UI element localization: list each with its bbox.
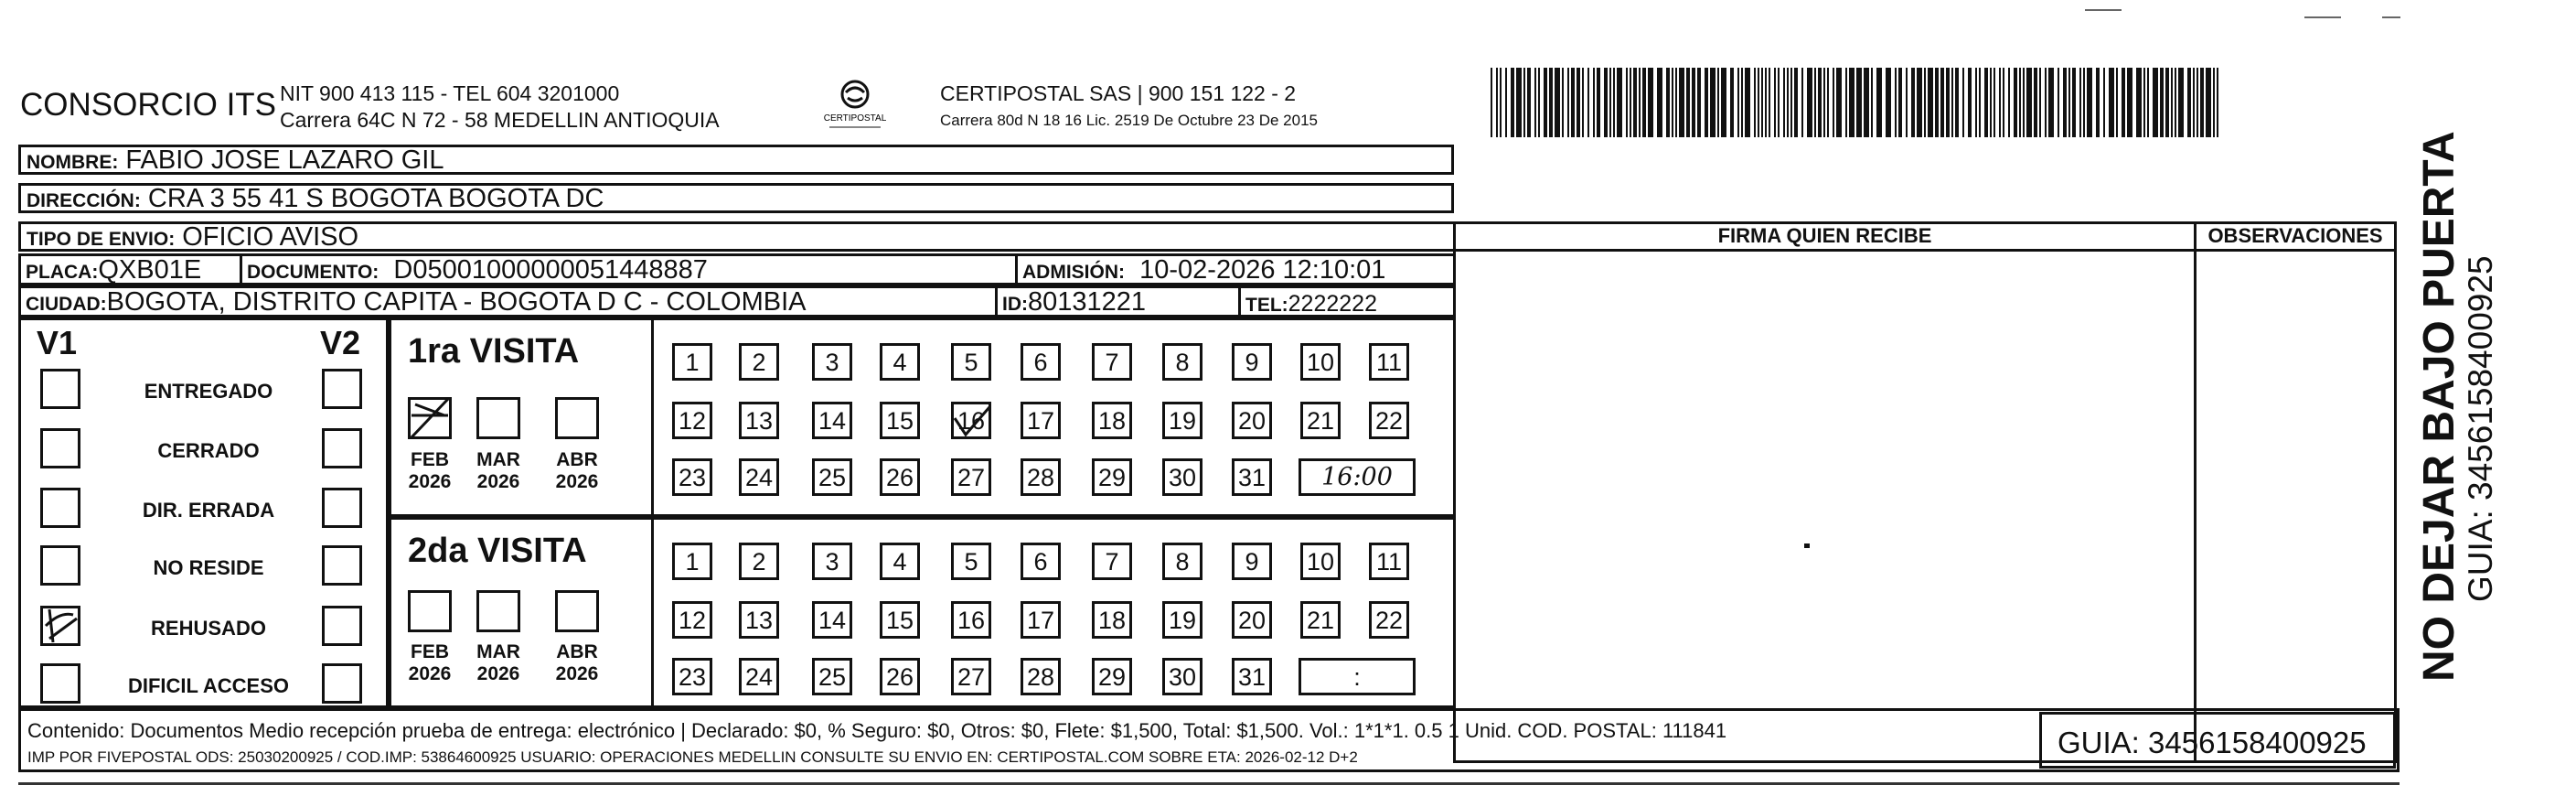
placa-cell	[26, 257, 201, 285]
day-box[interactable]: 6	[1021, 343, 1061, 381]
day-box[interactable]: 3	[812, 543, 852, 580]
scan-mark	[2085, 9, 2122, 11]
day-box[interactable]: 22	[1369, 601, 1409, 639]
bottom-rule	[18, 782, 2400, 785]
placa-value: QXB01E	[98, 255, 202, 285]
nombre-row	[18, 145, 1454, 175]
day-box[interactable]: 26	[880, 658, 920, 695]
day-box[interactable]: 14	[812, 601, 852, 639]
day-box[interactable]: 24	[739, 458, 779, 496]
day-box[interactable]: 27	[951, 458, 991, 496]
divider	[240, 253, 242, 285]
day-box[interactable]: 29	[1092, 458, 1132, 496]
day-box[interactable]: 10	[1300, 343, 1341, 381]
day-box[interactable]: 4	[880, 343, 920, 381]
direccion-value: CRA 3 55 41 S BOGOTA BOGOTA DC	[147, 184, 604, 213]
company-nit: NIT 900 413 115 - TEL 604 3201000	[280, 81, 620, 105]
v1-checkbox[interactable]	[40, 545, 80, 586]
id-value: 80131221	[1028, 287, 1147, 317]
direccion-label: DIRECCIÓN:	[27, 190, 141, 211]
id-cell	[1002, 289, 1146, 317]
direccion-row	[18, 183, 1454, 213]
v2-header: V2	[320, 324, 361, 361]
day-box[interactable]: 31	[1232, 658, 1272, 695]
day-box[interactable]: 4	[880, 543, 920, 580]
observaciones-box	[2194, 221, 2397, 763]
visit-title: 1ra VISITA	[408, 332, 580, 371]
day-box[interactable]: 20	[1232, 402, 1272, 439]
month-label: FEB 2026	[408, 449, 452, 492]
day-box[interactable]: 5	[951, 343, 991, 381]
day-box[interactable]: 21	[1300, 402, 1341, 439]
day-box[interactable]: 20	[1232, 601, 1272, 639]
documento-value: D05001000000051448887	[393, 255, 708, 285]
day-box[interactable]: 9	[1232, 343, 1272, 381]
day-box[interactable]: 15	[880, 601, 920, 639]
ciudad-value: BOGOTA, DISTRITO CAPITA - BOGOTA D C - COLOMBIA	[106, 287, 807, 317]
day-box[interactable]: 10	[1300, 543, 1341, 580]
v1-checkbox[interactable]	[40, 369, 80, 409]
month-label: MAR 2026	[476, 641, 520, 684]
day-box[interactable]: 3	[812, 343, 852, 381]
day-box[interactable]: 11	[1369, 343, 1409, 381]
admision-cell	[1022, 257, 1385, 285]
month-label: ABR 2026	[555, 449, 599, 492]
scan-mark	[2304, 16, 2341, 18]
v1-checkbox[interactable]	[40, 663, 80, 704]
ciudad-label: CIUDAD:	[26, 294, 107, 315]
tel-value: 2222222	[1288, 291, 1377, 317]
firma-box	[1453, 221, 2197, 763]
day-box[interactable]: 31	[1232, 458, 1272, 496]
v1-checkbox[interactable]	[40, 606, 80, 646]
day-box[interactable]: 28	[1021, 458, 1061, 496]
day-box[interactable]: 7	[1092, 543, 1132, 580]
day-box[interactable]: 27	[951, 658, 991, 695]
status-label: DIFICIL ACCESO	[127, 674, 289, 697]
divider	[995, 285, 998, 317]
day-box[interactable]: 24	[739, 658, 779, 695]
documento-label: DOCUMENTO:	[247, 262, 379, 283]
v2-checkbox[interactable]	[322, 663, 362, 704]
carrier-name: CERTIPOSTAL SAS | 900 151 122 - 2	[940, 81, 1297, 105]
v1-checkbox[interactable]	[40, 488, 80, 528]
admision-label: ADMISIÓN:	[1022, 262, 1125, 283]
month-label: ABR 2026	[555, 641, 599, 684]
time-box[interactable]: :	[1299, 658, 1416, 695]
status-label: REHUSADO	[151, 617, 266, 640]
day-box[interactable]: 23	[672, 658, 712, 695]
day-box[interactable]: 6	[1021, 543, 1061, 580]
company-info	[280, 81, 720, 134]
observaciones-label: OBSERVACIONES	[2207, 224, 2383, 247]
day-box[interactable]: 5	[951, 543, 991, 580]
tel-cell	[1245, 291, 1377, 318]
day-box[interactable]: 23	[672, 458, 712, 496]
day-box[interactable]: 22	[1369, 402, 1409, 439]
day-box[interactable]: 28	[1021, 658, 1061, 695]
placa-label: PLACA:	[26, 262, 99, 283]
day-box[interactable]: 8	[1162, 543, 1202, 580]
v2-checkbox[interactable]	[322, 545, 362, 586]
day-box[interactable]: 13	[739, 601, 779, 639]
month-checkbox[interactable]	[555, 590, 599, 632]
id-label: ID:	[1002, 294, 1028, 315]
v2-checkbox[interactable]	[322, 369, 362, 409]
divider	[1238, 285, 1241, 317]
carrier-address: Carrera 80d N 18 16 Lic. 2519 De Octubre 23 De 2015	[940, 112, 1318, 129]
footer-imp: IMP POR FIVEPOSTAL ODS: 25030200925 / COD.IMP: 53864600925 USUARIO: OPERACIONES MEDELLIN CONSULTE SU ENVIO EN: CERTIPOSTAL.COM SOBRE ETA: 2026-02-12 D+2	[27, 748, 1358, 766]
barcode	[1491, 68, 2222, 137]
day-box[interactable]: 16	[951, 601, 991, 639]
day-box[interactable]: 30	[1162, 458, 1202, 496]
v2-checkbox[interactable]	[322, 428, 362, 468]
day-box[interactable]: 18	[1092, 402, 1132, 439]
day-box[interactable]: 2	[739, 543, 779, 580]
status-label: NO RESIDE	[153, 556, 264, 579]
visit-title: 2da VISITA	[408, 532, 587, 570]
side-guia: GUIA: 3456158400925	[2462, 255, 2499, 602]
day-box[interactable]: 16	[951, 402, 991, 439]
no-dejar-bajo-puerta: NO DEJAR BAJO PUERTA	[2415, 131, 2464, 682]
month-label: MAR 2026	[476, 449, 520, 492]
divider	[1015, 253, 1018, 285]
scan-mark	[2382, 16, 2400, 18]
nombre-value: FABIO JOSE LAZARO GIL	[125, 145, 444, 175]
month-checkbox[interactable]	[476, 590, 520, 632]
day-box[interactable]: 25	[812, 458, 852, 496]
status-label: DIR. ERRADA	[142, 499, 275, 522]
nombre-label: NOMBRE:	[27, 152, 119, 173]
day-box[interactable]: 21	[1300, 601, 1341, 639]
status-label: CERRADO	[157, 439, 260, 462]
day-box[interactable]: 12	[672, 402, 712, 439]
month-checkbox[interactable]	[555, 397, 599, 439]
day-box[interactable]: 25	[812, 658, 852, 695]
tipo-envio-row	[18, 221, 1456, 252]
admision-value: 10-02-2026 12:10:01	[1139, 255, 1386, 285]
v2-checkbox[interactable]	[322, 606, 362, 646]
certipostal-logo	[817, 78, 893, 133]
day-box[interactable]: 1	[672, 543, 712, 580]
day-box[interactable]: 7	[1092, 343, 1132, 381]
tel-label: TEL:	[1245, 295, 1288, 316]
firma-label: FIRMA QUIEN RECIBE	[1717, 224, 1932, 247]
day-box[interactable]: 19	[1162, 402, 1202, 439]
month-checkbox[interactable]	[408, 590, 452, 632]
month-checkbox[interactable]	[476, 397, 520, 439]
day-box[interactable]: 2	[739, 343, 779, 381]
day-box[interactable]: 19	[1162, 601, 1202, 639]
day-box[interactable]: 29	[1092, 658, 1132, 695]
carrier-info	[940, 81, 1318, 134]
day-box[interactable]: 30	[1162, 658, 1202, 695]
documento-cell	[247, 257, 708, 285]
footer-content: Contenido: Documentos Medio recepción prueba de entrega: electrónico | Declarado: $0, % Seguro: $0, Otros: $0, Flete: $1,500, Total: $1,500. Vol.: 1*1*1. 0.5 1 Unid. COD. POSTAL: 111841	[27, 719, 1727, 742]
time-box[interactable]: 16:00	[1299, 458, 1416, 496]
month-checkbox[interactable]	[408, 397, 452, 439]
day-box[interactable]: 13	[739, 402, 779, 439]
day-box[interactable]: 11	[1369, 543, 1409, 580]
day-box[interactable]: 12	[672, 601, 712, 639]
day-box[interactable]: 8	[1162, 343, 1202, 381]
day-box[interactable]: 14	[812, 402, 852, 439]
company-address: Carrera 64C N 72 - 58 MEDELLIN ANTIOQUIA	[280, 108, 720, 132]
day-box[interactable]: 18	[1092, 601, 1132, 639]
v1-checkbox[interactable]	[40, 428, 80, 468]
footer-guia: GUIA: 3456158400925	[2058, 726, 2367, 759]
day-box[interactable]: 1	[672, 343, 712, 381]
divider	[651, 317, 654, 708]
company-name: CONSORCIO ITS	[20, 87, 277, 123]
day-box[interactable]: 17	[1021, 402, 1061, 439]
day-box[interactable]: 9	[1232, 543, 1272, 580]
logo-text: CERTIPOSTAL	[823, 113, 887, 124]
day-box[interactable]: 15	[880, 402, 920, 439]
tipo-label: TIPO DE ENVIO:	[27, 229, 176, 250]
day-box[interactable]: 26	[880, 458, 920, 496]
status-label: ENTREGADO	[144, 380, 273, 403]
day-box[interactable]: 17	[1021, 601, 1061, 639]
v1-header: V1	[37, 324, 78, 361]
month-label: FEB 2026	[408, 641, 452, 684]
v2-checkbox[interactable]	[322, 488, 362, 528]
dot-mark	[1804, 543, 1810, 548]
ciudad-cell	[26, 289, 807, 317]
tipo-value: OFICIO AVISO	[182, 222, 359, 252]
